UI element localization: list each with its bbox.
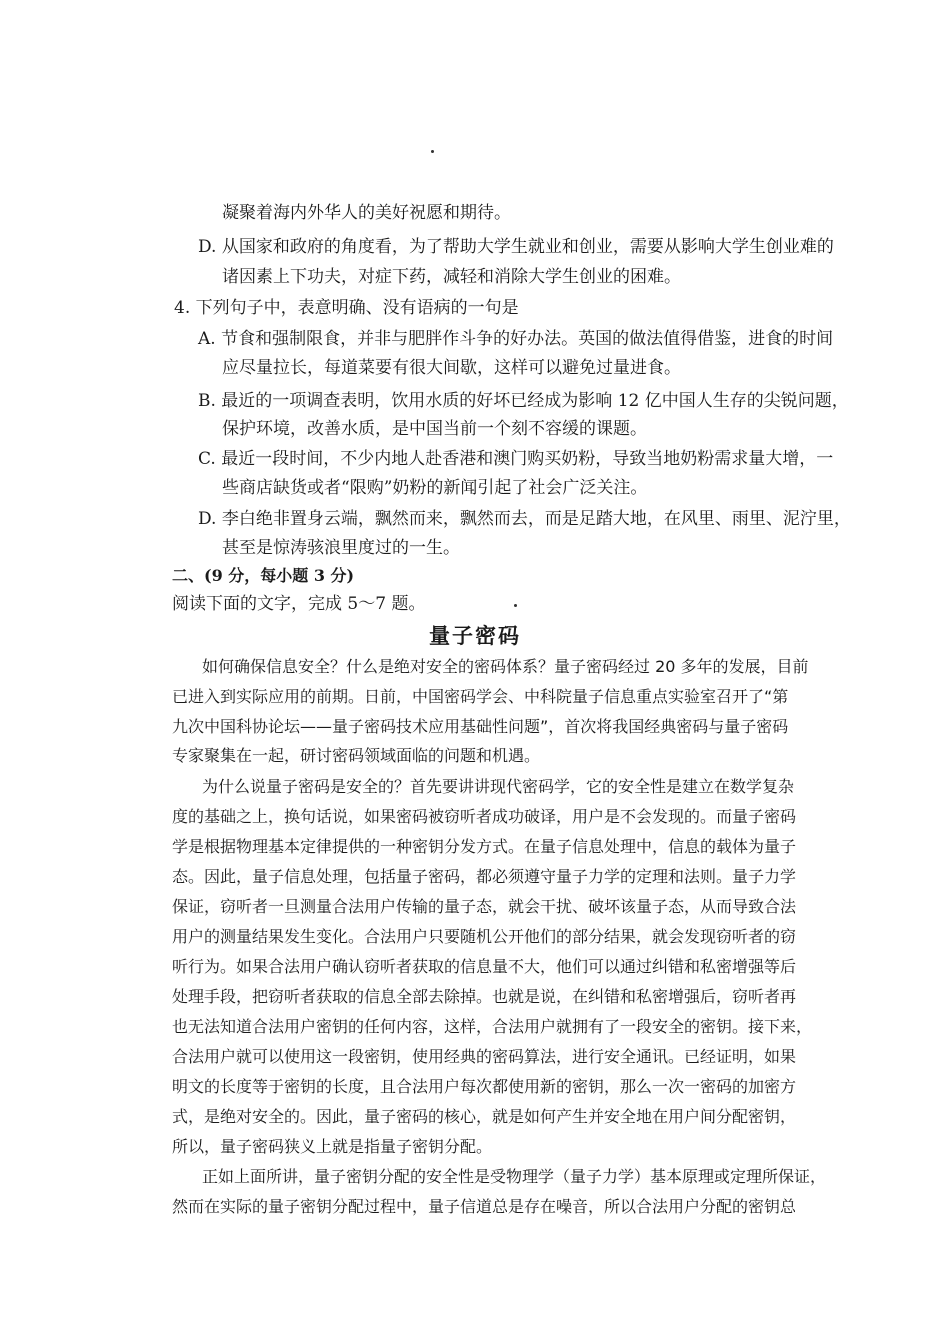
article-line: 保证，窃听者一旦测量合法用户传输的量子态，就会干扰、破坏该量子态，从而导致合法 [172, 897, 797, 916]
article-line: 合法用户就可以使用这一段密钥，使用经典的密码算法，进行安全通讯。已经证明，如果 [172, 1047, 797, 1066]
q4-option-a-line2: 应尽量拉长，每道菜要有很大间歇，这样可以避免过量进食。 [222, 358, 681, 378]
q4-option-c-line1: C. 最近一段时间，不少内地人赴香港和澳门购买奶粉，导致当地奶粉需求量大增，一 [198, 449, 834, 469]
section-2-heading: 二、(9 分，每小题 3 分) [172, 566, 355, 585]
prev-option-c-continuation: 凝聚着海内外华人的美好祝愿和期待。 [222, 203, 511, 223]
question-4-stem: 4. 下列句子中，表意明确、没有语病的一句是 [174, 298, 519, 318]
article-line: 专家聚集在一起，研讨密码领域面临的问题和机遇。 [172, 746, 541, 765]
article-line: 如何确保信息安全？什么是绝对安全的密码体系？量子密码经过 20 多年的发展，目前 [202, 657, 809, 676]
article-line: 明文的长度等于密钥的长度，且合法用户每次都使用新的密钥，那么一次一密码的加密方 [172, 1077, 797, 1096]
prev-option-d-line2: 诸因素上下功夫，对症下药，减轻和消除大学生创业的困难。 [222, 267, 681, 287]
article-line: 处理手段，把窃听者获取的信息全部去除掉。也就是说，在纠错和私密增强后，窃听者再 [172, 987, 797, 1006]
scan-speck [431, 150, 434, 153]
q4-option-a-line1: A. 节食和强制限食，并非与肥胖作斗争的好办法。英国的做法值得借鉴，进食的时间 [198, 329, 834, 349]
prev-option-d-line1: D. 从国家和政府的角度看，为了帮助大学生就业和创业，需要从影响大学生创业难的 [198, 237, 834, 257]
q4-option-d-line2: 甚至是惊涛骇浪里度过的一生。 [222, 538, 460, 558]
article-line: 九次中国科协论坛——量子密码技术应用基础性问题”，首次将我国经典密码与量子密码 [172, 717, 789, 736]
q4-option-b-line2: 保护环境，改善水质，是中国当前一个刻不容缓的课题。 [222, 419, 647, 439]
q4-option-d-line1: D. 李白绝非置身云端，飘然而来，飘然而去，而是足踏大地，在风里、雨里、泥泞里， [198, 509, 851, 529]
article-line: 用户的测量结果发生变化。合法用户只要随机公开他们的部分结果，就会发现窃听者的窃 [172, 927, 797, 946]
article-line: 度的基础之上，换句话说，如果密码被窃听者成功破译，用户是不会发现的。而量子密码 [172, 807, 797, 826]
article-line: 式，是绝对安全的。因此，量子密码的核心，就是如何产生并安全地在用户间分配密钥， [172, 1107, 797, 1126]
scan-speck [514, 604, 517, 607]
article-line: 已进入到实际应用的前期。日前，中国密码学会、中科院量子信息重点实验室召开了“第 [172, 687, 789, 706]
article-line: 为什么说量子密码是安全的？首先要讲讲现代密码学，它的安全性是建立在数学复杂 [202, 777, 795, 796]
q4-option-c-line2: 些商店缺货或者“限购”奶粉的新闻引起了社会广泛关注。 [222, 478, 648, 498]
q4-option-b-line1: B. 最近的一项调查表明，饮用水质的好坏已经成为影响 12 亿中国人生存的尖锐问题， [198, 391, 849, 411]
article-line: 听行为。如果合法用户确认窃听者获取的信息量不大，他们可以通过纠错和私密增强等后 [172, 957, 797, 976]
section-2-instruction: 阅读下面的文字，完成 5～7 题。 [172, 594, 426, 614]
article-title: 量子密码 [429, 623, 521, 648]
article-line: 正如上面所讲，量子密钥分配的安全性是受物理学（量子力学）基本原理或定理所保证， [202, 1167, 827, 1186]
article-line: 学是根据物理基本定律提供的一种密钥分发方式。在量子信息处理中，信息的载体为量子 [172, 837, 797, 856]
article-line: 也无法知道合法用户密钥的任何内容，这样，合法用户就拥有了一段安全的密钥。接下来， [172, 1017, 813, 1036]
article-line: 态。因此，量子信息处理，包括量子密码，都必须遵守量子力学的定理和法则。量子力学 [172, 867, 797, 886]
article-line: 所以，量子密码狭义上就是指量子密钥分配。 [172, 1137, 493, 1156]
article-line: 然而在实际的量子密钥分配过程中，量子信道总是存在噪音，所以合法用户分配的密钥总 [172, 1197, 797, 1216]
